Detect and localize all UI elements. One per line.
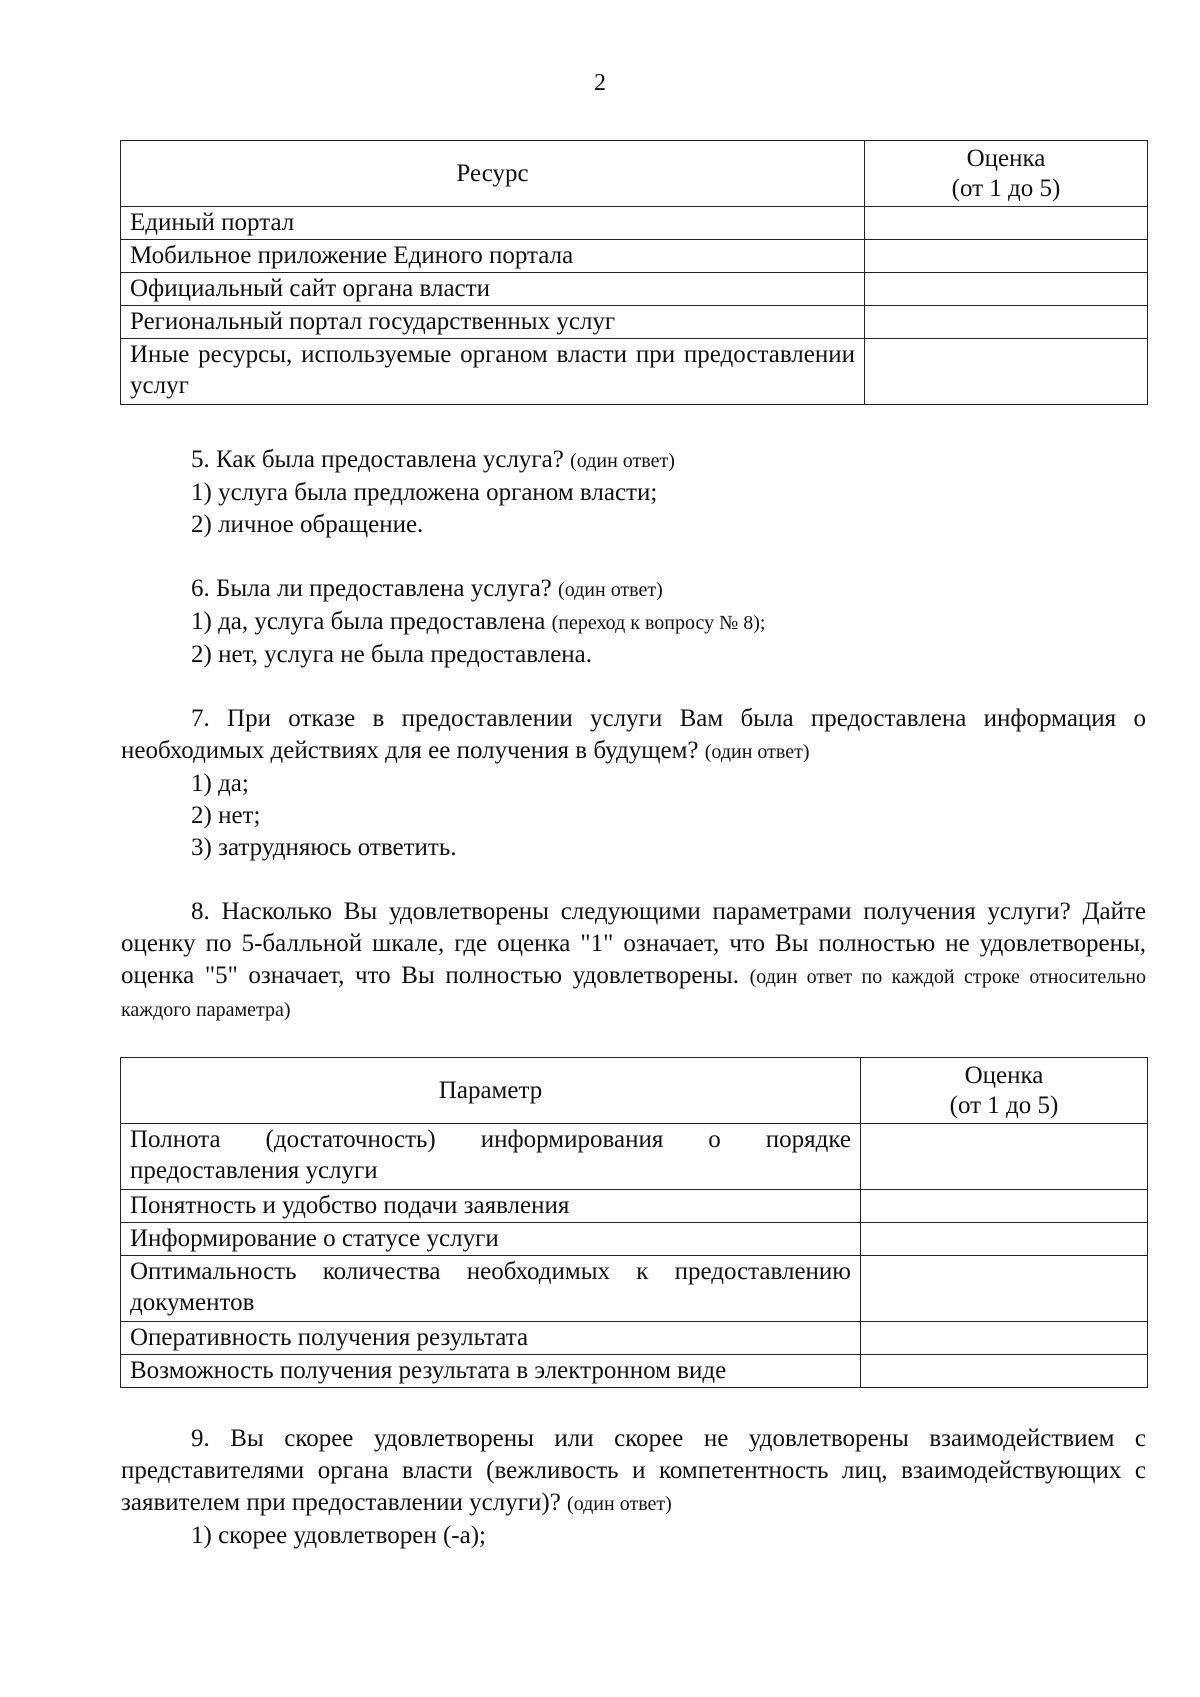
table-row (121, 1190, 1148, 1223)
question-9-block (121, 1423, 1146, 1552)
parameter-cell: Оперативность получения результата (121, 1322, 861, 1355)
question-6-text: 6. Была ли предоставлена услуга? (191, 575, 552, 602)
resource-cell: Региональный портал государственных услуг (121, 306, 865, 339)
score-cell[interactable] (861, 1355, 1148, 1388)
question-9-text: 9. Вы скорее удовлетворены или скорее не удовлетворены взаимодействием с представителями органа власти (вежливость и компетентность лиц, взаимодействующих с заявителем при предоставлении услуги)? (121, 1425, 1146, 1516)
score-cell[interactable] (865, 273, 1148, 306)
resource-cell: Единый портал (121, 207, 865, 240)
score-cell[interactable] (865, 306, 1148, 339)
answer-option-note: (переход к вопросу № 8); (551, 612, 766, 634)
score-cell[interactable] (861, 1322, 1148, 1355)
resource-cell: Иные ресурсы, используемые органом власти при предоставлении услуг (121, 339, 865, 405)
answer-option: 3) затрудняюсь ответить. (191, 834, 457, 861)
score-cell[interactable] (861, 1223, 1148, 1256)
table-row (121, 306, 1148, 339)
answer-option-text: 2) нет, услуга не была предоставлена. (191, 641, 593, 668)
question-6 (121, 573, 1146, 606)
table-row (121, 1223, 1148, 1256)
question-6-note: (один ответ) (558, 579, 663, 601)
answer-option: 1) да; (191, 770, 249, 797)
table-row (121, 1322, 1148, 1355)
score-cell[interactable] (865, 339, 1148, 405)
answer-option-text: 1) да, услуга была предоставлена (191, 608, 546, 635)
table-row (121, 273, 1148, 306)
table-row (121, 1355, 1148, 1388)
table-row (121, 207, 1148, 240)
resource-cell: Мобильное приложение Единого портала (121, 240, 865, 273)
column-header-parameter: Параметр (121, 1058, 861, 1124)
score-cell[interactable] (861, 1256, 1148, 1322)
score-cell[interactable] (861, 1124, 1148, 1190)
table-row (121, 240, 1148, 273)
answer-option: 1) скорее удовлетворен (-а); (191, 1522, 486, 1549)
question-5 (121, 444, 1146, 477)
question-8-note: (один ответ по каждой строке относительно каждого параметра) (121, 966, 1147, 1021)
answer-option: 2) личное обращение. (191, 511, 424, 538)
column-header-score (865, 141, 1148, 207)
answer-option (121, 606, 1146, 639)
question-8 (121, 896, 1146, 1026)
parameter-cell: Возможность получения результата в электронном виде (121, 1355, 861, 1388)
column-header-score (861, 1058, 1148, 1124)
table-row (121, 339, 1148, 405)
question-5-text: 5. Как была предоставлена услуга? (191, 446, 564, 473)
score-header-line1: Оценка (964, 1061, 1044, 1089)
parameter-cell: Понятность и удобство подачи заявления (121, 1190, 861, 1223)
score-header-line1: Оценка (966, 144, 1046, 172)
page-number: 2 (594, 70, 606, 96)
question-5-note: (один ответ) (570, 450, 675, 472)
parameter-cell: Полнота (достаточность) информирования о порядке предоставления услуги (121, 1124, 861, 1190)
question-7-note: (один ответ) (704, 741, 810, 763)
answer-option: 1) услуга была предложена органом власти; (191, 479, 658, 506)
parameter-cell: Информирование о статусе услуги (121, 1223, 861, 1256)
question-9-note: (один ответ) (567, 1493, 672, 1515)
resource-rating-table (120, 140, 1148, 405)
score-cell[interactable] (865, 207, 1148, 240)
answer-option: 2) нет; (191, 802, 261, 829)
column-header-resource: Ресурс (121, 141, 865, 207)
answer-option (121, 639, 1146, 671)
score-header-line2: (от 1 до 5) (949, 1091, 1059, 1119)
score-cell[interactable] (861, 1190, 1148, 1223)
parameter-cell: Оптимальность количества необходимых к предоставлению документов (121, 1256, 861, 1322)
question-9 (121, 1423, 1146, 1520)
parameter-rating-table (120, 1057, 1148, 1388)
table-row (121, 1256, 1148, 1322)
questions-block (121, 444, 1146, 1026)
resource-cell: Официальный сайт органа власти (121, 273, 865, 306)
table-row (121, 1124, 1148, 1190)
question-7 (121, 703, 1146, 768)
question-7-text: 7. При отказе в предоставлении услуги Вам была предоставлена информация о необходимых действиях для ее получения в будущем? (121, 705, 1146, 764)
score-header-line2: (от 1 до 5) (951, 174, 1061, 202)
score-cell[interactable] (865, 240, 1148, 273)
question-8-text: 8. Насколько Вы удовлетворены следующими параметрами получения услуги? Дайте оценку по 5-балльной шкале, где оценка "1" означает, что Вы полностью не удовлетворены, оценка "5" означает, что Вы полностью удовлетворены. (121, 898, 1146, 989)
